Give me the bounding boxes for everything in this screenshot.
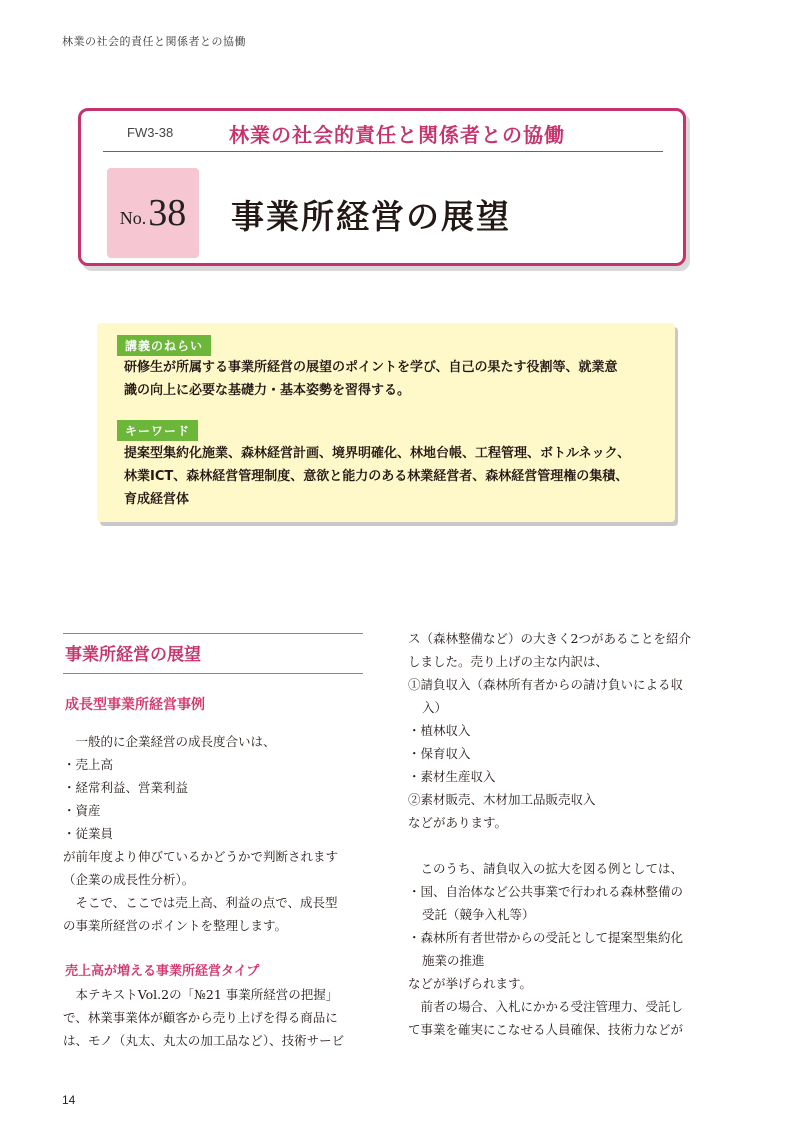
body-line: ・国、自治体など公共事業で行われる森林整備の — [408, 884, 684, 899]
keywords-line: 育成経営体 — [124, 492, 190, 507]
body-line: ・経常利益、営業利益 — [63, 780, 189, 795]
body-line: ス（森林整備など）の大きく2つがあることを紹介 — [408, 631, 691, 646]
keywords-label: キーワード — [117, 420, 198, 441]
body-line: て事業を確実にこなせる人員確保、技術力などが — [408, 1022, 684, 1037]
body-line: 前者の場合、入札にかかる受注管理力、受託し — [408, 999, 684, 1014]
body-line: で、林業事業体が顧客から売り上げを得る商品に — [63, 1010, 338, 1025]
subsection-heading: 成長型事業所経営事例 — [65, 697, 205, 713]
aim-label: 講義のねらい — [117, 335, 211, 356]
body-line: は、モノ（丸太、丸太の加工品など）、技術サービ — [63, 1033, 345, 1048]
theme-title: 林業の社会的責任と関係者との協働 — [229, 123, 565, 147]
body-line: の事業所経営のポイントを整理します。 — [63, 918, 288, 933]
body-line: ・保育収入 — [408, 746, 471, 761]
number-prefix: No. — [119, 207, 147, 228]
page-title: 事業所経営の展望 — [231, 197, 511, 236]
body-line: ①請負収入（森林所有者からの請け負いによる収 — [408, 677, 684, 692]
title-divider — [103, 151, 663, 152]
body-line: ②素材販売、木材加工品販売収入 — [408, 792, 596, 807]
page-number: 14 — [62, 1093, 76, 1107]
aim-text — [124, 356, 659, 402]
body-line: などがあります。 — [408, 815, 508, 830]
subsection-heading-2: 売上高が増える事業所経営タイプ — [65, 964, 260, 979]
body-line: ・森林所有者世帯からの受託として提案型集約化 — [408, 930, 684, 945]
paragraph-gap — [408, 834, 708, 857]
body-line: ・素材生産収入 — [408, 769, 496, 784]
lecture-number: 38 — [148, 192, 187, 234]
section-heading: 事業所経営の展望 — [63, 633, 363, 674]
body-line: などが挙げられます。 — [408, 976, 533, 991]
lecture-number-badge — [107, 168, 199, 258]
body-line: ・売上高 — [63, 757, 114, 772]
body-line: 一般的に企業経営の成長度合いは、 — [63, 734, 276, 749]
body-line: しました。売り上げの主な内訳は、 — [408, 654, 609, 669]
running-header: 林業の社会的責任と関係者との協働 — [62, 35, 246, 48]
keywords-line: 林業ICT、森林経営管理制度、意欲と能力のある林業経営者、森林経営管理権の集積、 — [124, 469, 629, 484]
aim-line: 研修生が所属する事業所経営の展望のポイントを学び、自己の果たす役割等、就業意 — [124, 360, 618, 375]
aim-line: 識の向上に必要な基礎力・基本姿勢を習得する。 — [124, 383, 411, 398]
right-column — [408, 627, 708, 1041]
lecture-code: FW3-38 — [127, 125, 174, 140]
body-line: 入） — [422, 700, 448, 715]
body-line: 施業の推進 — [422, 953, 485, 968]
body-line: そこで、ここでは売上高、利益の点で、成長型 — [63, 895, 338, 910]
body-line: このうち、請負収入の拡大を図る例としては、 — [408, 861, 684, 876]
keywords-text — [124, 442, 659, 511]
body-line: ・植林収入 — [408, 723, 471, 738]
body-line: ・資産 — [63, 803, 101, 818]
summary-box — [97, 323, 675, 522]
body-line: ・従業員 — [63, 826, 114, 841]
left-column — [63, 633, 363, 1052]
keywords-line: 提案型集約化施業、森林経営計画、境界明確化、林地台帳、工程管理、ボトルネック、 — [124, 446, 631, 461]
body-line: 本テキストVol.2の「№21 事業所経営の把握」 — [63, 987, 339, 1002]
body-line: （企業の成長性分析）。 — [63, 872, 195, 887]
lecture-title-box — [78, 108, 686, 266]
body-line: が前年度より伸びているかどうかで判断されます — [63, 849, 339, 864]
body-line: 受託（競争入札等） — [422, 907, 535, 922]
